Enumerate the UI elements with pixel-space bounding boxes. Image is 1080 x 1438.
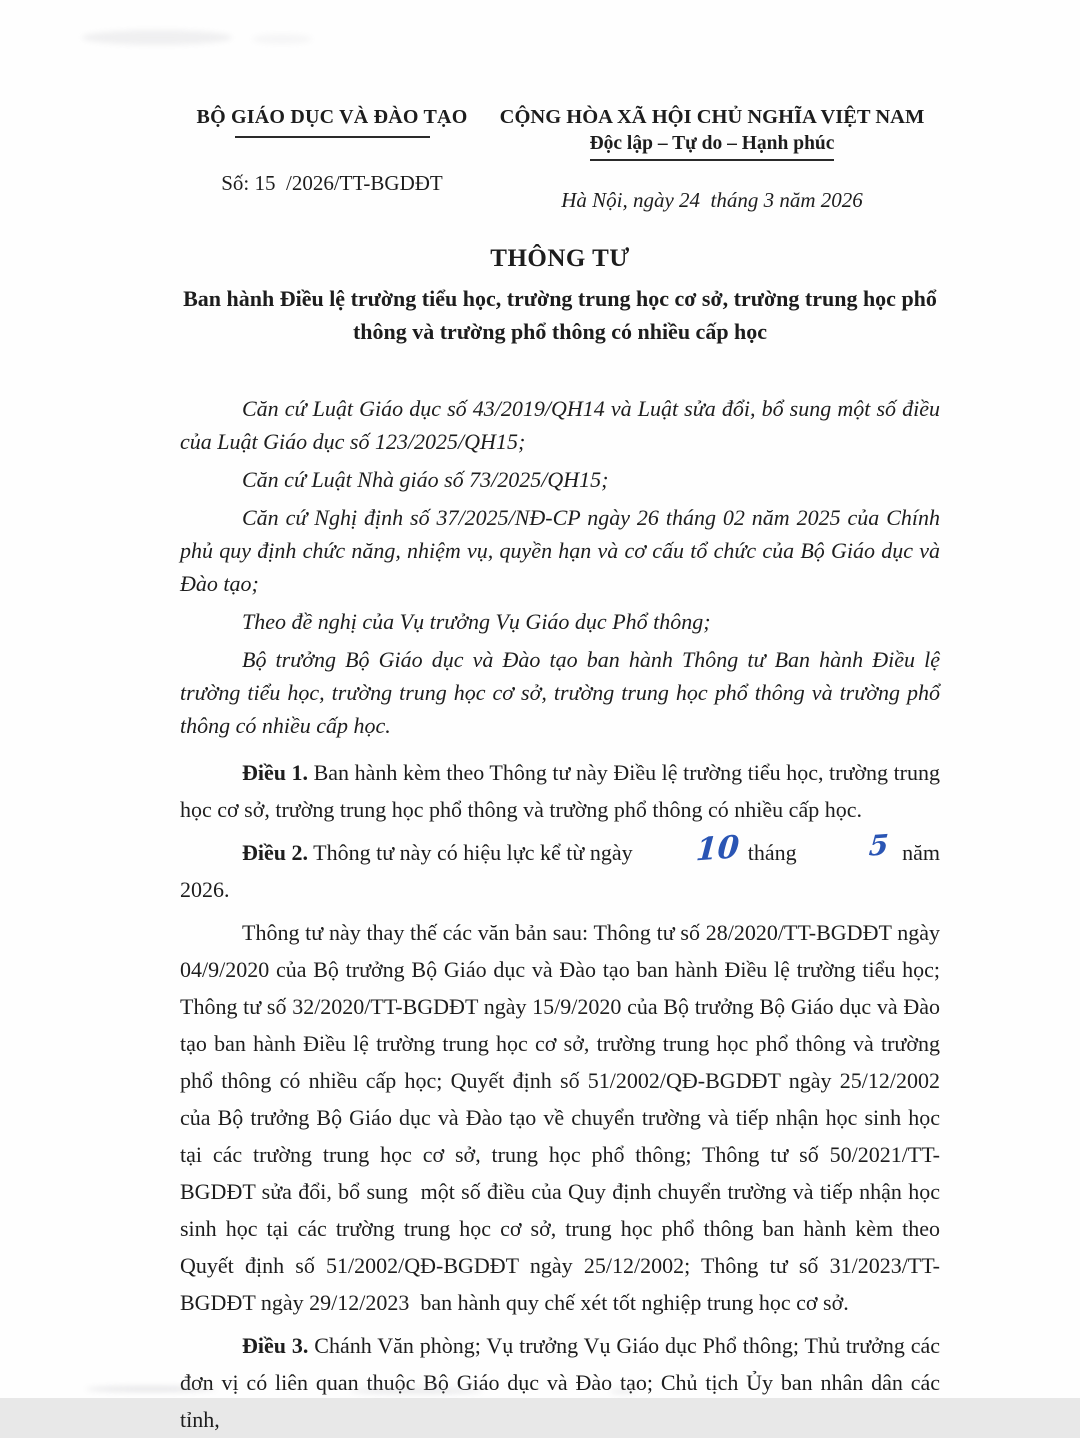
national-motto-block — [484, 106, 940, 213]
article-2 — [180, 828, 940, 908]
handwritten-effective-day: 10 — [694, 829, 740, 869]
document-subject: Ban hành Điều lệ trường tiểu học, trường trung học cơ sở, trường trung học phổ thông và trường phổ thông có nhiều cấp học — [183, 286, 937, 344]
document-number: Số: 15 /2026/TT-BGDĐT — [221, 171, 443, 195]
article-2-text-before: Thông tư này có hiệu lực kể từ ngày — [308, 840, 633, 865]
proposal-paragraph: Theo đề nghị của Vụ trưởng Vụ Giáo dục Phổ thông; — [242, 609, 711, 634]
legal-basis-paragraph: Căn cứ Nghị định số 37/2025/NĐ-CP ngày 26 tháng 02 năm 2025 của Chính phủ quy định chức năng, nhiệm vụ, quyền hạn và cơ cấu tổ chức của Bộ Giáo dục và Đào tạo; — [180, 505, 940, 596]
issuing-agency-block — [180, 106, 484, 213]
scan-artifact — [82, 30, 232, 45]
preamble-section — [180, 392, 940, 742]
enactment-paragraph: Bộ trưởng Bộ Giáo dục và Đào tạo ban hành Thông tư Ban hành Điều lệ trường tiểu học, trường trung học cơ sở, trường trung học phổ thông và trường phổ thông có nhiều cấp học. — [180, 647, 940, 738]
article-2-label: Điều 2. — [242, 840, 309, 865]
article-1-label: Điều 1. — [242, 760, 309, 785]
national-motto: Độc lập – Tự do – Hạnh phúc — [590, 133, 835, 161]
articles-section — [180, 754, 940, 1438]
article-3-label: Điều 3. — [242, 1333, 309, 1358]
document-header — [180, 106, 940, 213]
issuer-underline — [235, 136, 430, 138]
national-name: CỘNG HÒA XÃ HỘI CHỦ NGHĨA VIỆT NAM — [499, 106, 925, 128]
title-block — [180, 245, 940, 348]
scan-artifact — [252, 34, 312, 44]
article-2-text-mid: tháng — [747, 840, 797, 865]
legal-basis-paragraph: Căn cứ Luật Nhà giáo số 73/2025/QH15; — [242, 467, 609, 492]
replacement-paragraph: Thông tư này thay thế các văn bản sau: Thông tư số 28/2020/TT-BGDĐT ngày 04/9/2020 của Bộ trưởng Bộ Giáo dục và Đào tạo ban hành Điều lệ trường tiểu học; Thông tư số 32/2020/TT-BGDĐT ngày 15/9/2020 của Bộ trưởng Bộ Giáo dục và Đào tạo ban hành Điều lệ trường trung học cơ sở, trường trung học phổ thông và trường phổ thông có nhiều cấp học; Quyết định số 51/2002/QĐ-BGDĐT ngày 25/12/2002 của Bộ trưởng Bộ Giáo dục và Đào tạo về chuyển trường và tiếp nhận học sinh học tại các trường trung học cơ sở, trung học phổ thông; Thông tư số 50/2021/TT-BGDĐT sửa đổi, bổ sung một số điều của Quy định chuyển trường và tiếp nhận học sinh học tại các trường trung học cơ sở, trung học phổ thông ban hành kèm theo Quyết định số 51/2002/QĐ-BGDĐT ngày 25/12/2002; Thông tư số 31/2023/TT-BGDĐT ngày 29/12/2023 ban hành quy chế xét tốt nghiệp trung học cơ sở. — [180, 920, 940, 1315]
issuing-agency-name: BỘ GIÁO DỤC VÀ ĐÀO TẠO — [196, 106, 468, 128]
legal-basis-paragraph: Căn cứ Luật Giáo dục số 43/2019/QH14 và Luật sửa đổi, bổ sung một số điều của Luật Giáo dục số 123/2025/QH15; — [180, 396, 940, 454]
article-2-text-after: năm 2026. — [180, 840, 940, 902]
article-3 — [180, 1327, 940, 1438]
article-1-text: Ban hành kèm theo Thông tư này Điều lệ trường tiểu học, trường trung học cơ sở, trường trung học phổ thông và trường phổ thông có nhiều cấp học. — [180, 760, 941, 822]
article-1 — [180, 754, 940, 828]
article-3-text: Chánh Văn phòng; Vụ trưởng Vụ Giáo dục Phổ thông; Thủ trưởng các đơn vị có liên quan thuộc Bộ Giáo dục và Đào tạo; Chủ tịch Ủy ban nhân dân các tỉnh, — [180, 1333, 940, 1432]
place-and-date: Hà Nội, ngày 24 tháng 3 năm 2026 — [561, 188, 863, 212]
handwritten-effective-month: 5 — [867, 828, 890, 863]
document-type-title: THÔNG TƯ — [490, 245, 630, 272]
